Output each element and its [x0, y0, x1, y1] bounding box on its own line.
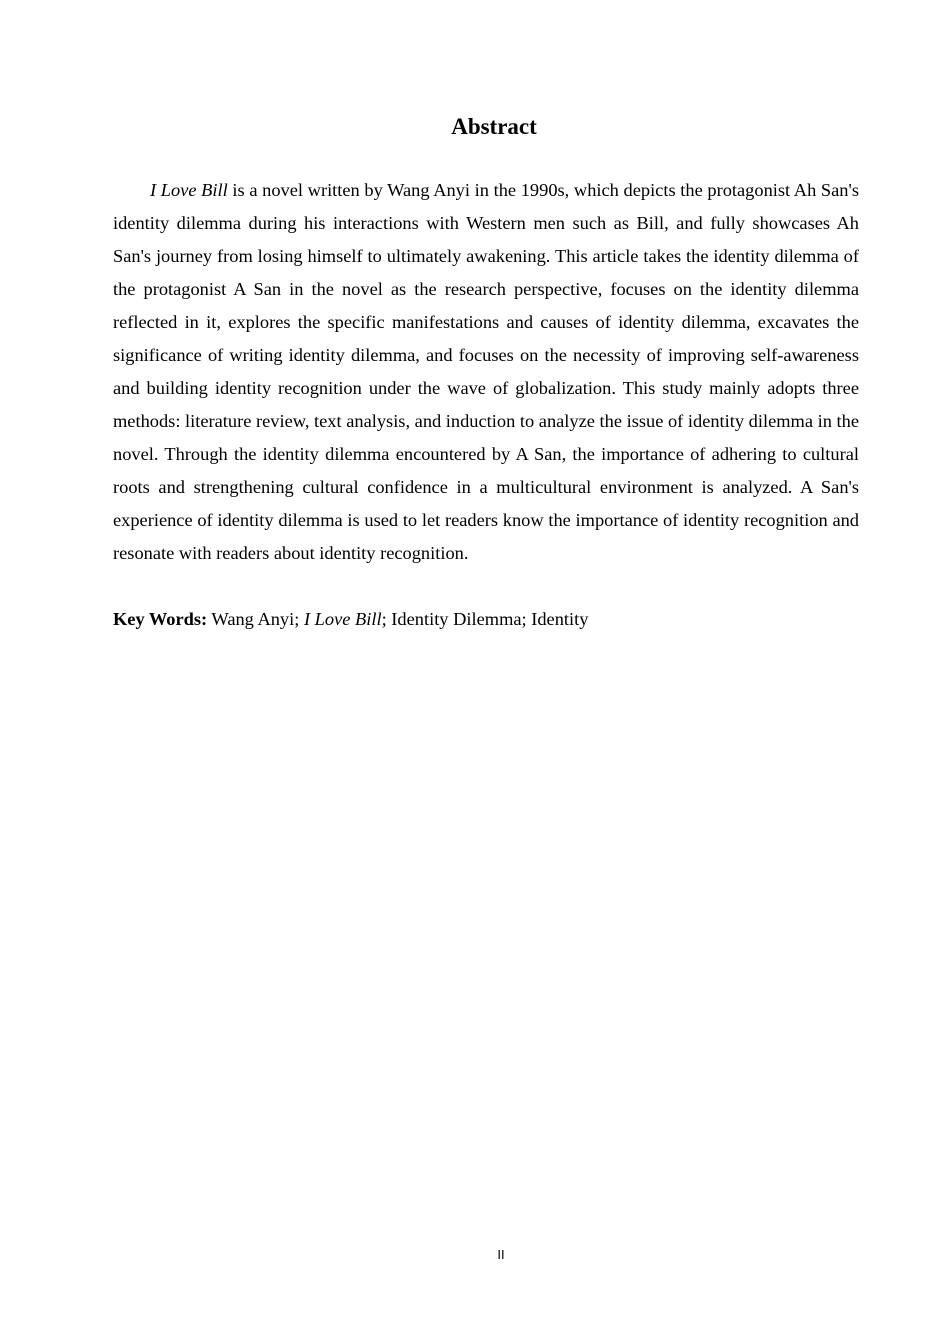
- novel-title: I Love Bill: [150, 180, 228, 200]
- keywords-label: Key Words:: [113, 609, 208, 629]
- page-number: II: [497, 1247, 505, 1262]
- abstract-heading: Abstract: [451, 114, 537, 139]
- keywords-novel-title: I Love Bill: [303, 609, 382, 629]
- keywords-line: [113, 603, 859, 636]
- abstract-paragraph: [113, 174, 859, 570]
- keywords-part-2: ; Identity Dilemma; Identity: [381, 609, 589, 629]
- keywords-part-1: Wang Anyi;: [207, 609, 304, 629]
- abstract-text: is a novel written by Wang Anyi in the 1990s, which depicts the protagonist Ah San's identity dilemma during his interactions with Western men such as Bill, and fully showcases Ah San's journey from losing himself to ultimately awakening. This article takes the identity dilemma of the protagonist A San in the novel as the research perspective, focuses on the identity dilemma reflected in it, explores the specific manifestations and causes of identity dilemma, excavates the significance of writing identity dilemma, and focuses on the necessity of improving self-awareness and building identity recognition under the wave of globalization. This study mainly adopts three methods: literature review, text analysis, and induction to analyze the issue of identity dilemma in the novel. Through the identity dilemma encountered by A San, the importance of adhering to cultural roots and strengthening cultural confidence in a multicultural environment is analyzed. A San's experience of identity dilemma is used to let readers know the importance of identity recognition and resonate with readers about identity recognition.: [113, 180, 859, 563]
